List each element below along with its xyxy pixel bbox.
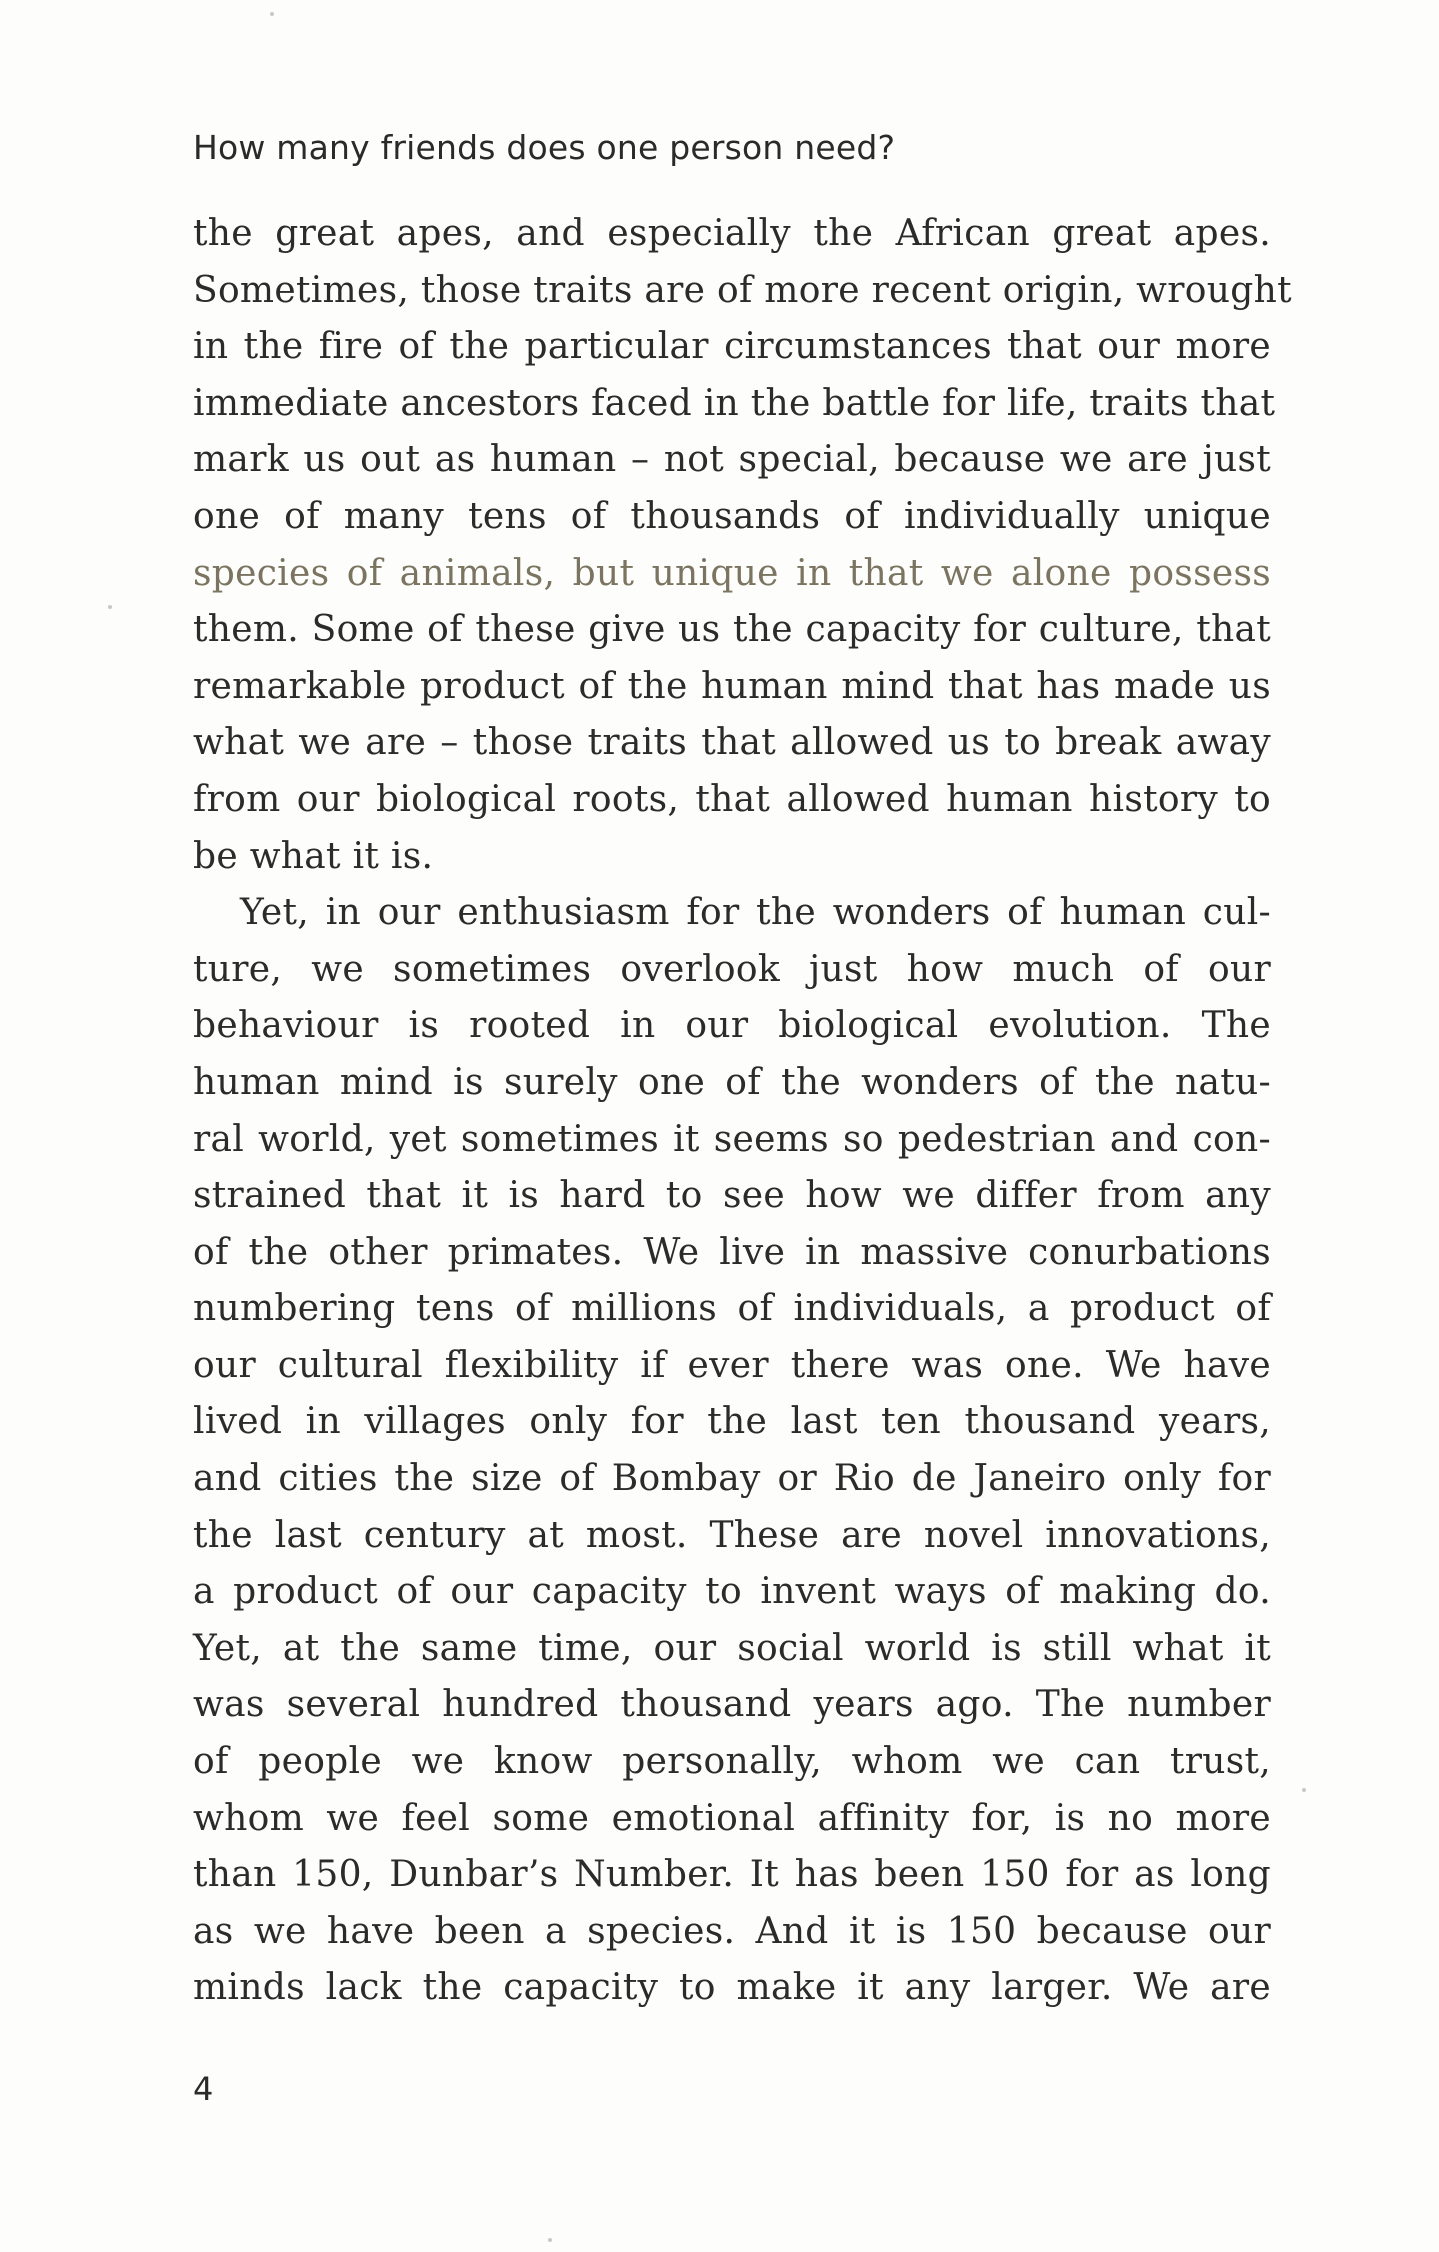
- text-line: the last century at most. These are novel innovations,: [193, 1514, 1271, 1556]
- body-text: [193, 206, 1292, 2017]
- text-line: the great apes, and especially the African great apes.: [193, 213, 1271, 254]
- text-line: numbering tens of millions of individuals, a product of: [193, 1288, 1271, 1330]
- running-head: How many friends does one person need?: [193, 128, 896, 167]
- text-line: our cultural flexibility if ever there was one. We have: [193, 1344, 1271, 1386]
- text-line: than 150, Dunbar’s Number. It has been 150 for as long: [193, 1854, 1271, 1896]
- text-line: was several hundred thousand years ago. The number: [193, 1684, 1271, 1726]
- text-line: be what it is.: [193, 835, 434, 877]
- text-line: as we have been a species. And it is 150 because our: [193, 1910, 1271, 1952]
- paper-speck: [108, 605, 112, 609]
- text-line: minds lack the capacity to make it any larger. We are: [193, 1967, 1271, 2009]
- text-line: species of animals, but unique in that we alone possess: [193, 552, 1271, 594]
- text-line: in the fire of the particular circumstances that our more: [193, 326, 1271, 368]
- text-line: of the other primates. We live in massive conurbations: [193, 1231, 1271, 1273]
- text-line: human mind is surely one of the wonders of the natu-: [193, 1061, 1271, 1103]
- text-line: Yet, at the same time, our social world is still what it: [193, 1627, 1271, 1669]
- text-line: what we are – those traits that allowed us to break away: [193, 722, 1271, 764]
- text-line: Sometimes, those traits are of more recent origin, wrought: [193, 269, 1292, 311]
- text-line: lived in villages only for the last ten thousand years,: [193, 1401, 1271, 1443]
- text-line: them. Some of these give us the capacity for culture, that: [193, 609, 1271, 651]
- paragraph-1: [193, 206, 1292, 885]
- text-line: ture, we sometimes overlook just how much of our: [193, 948, 1271, 990]
- text-line: immediate ancestors faced in the battle for life, traits that: [193, 382, 1276, 424]
- paper-speck: [270, 12, 274, 16]
- paper-speck: [548, 2238, 552, 2242]
- text-line: behaviour is rooted in our biological evolution. The: [193, 1005, 1271, 1047]
- text-line: strained that it is hard to see how we differ from any: [193, 1175, 1271, 1217]
- text-line: ral world, yet sometimes it seems so pedestrian and con-: [193, 1118, 1271, 1160]
- paragraph-2: [193, 885, 1271, 2017]
- text-line: of people we know personally, whom we can trust,: [193, 1741, 1271, 1783]
- text-line: whom we feel some emotional affinity for, is no more: [193, 1797, 1271, 1839]
- text-line: and cities the size of Bombay or Rio de Janeiro only for: [193, 1458, 1271, 1500]
- text-line: from our biological roots, that allowed human history to: [193, 778, 1271, 820]
- page-number: 4: [193, 2070, 214, 2108]
- text-line: remarkable product of the human mind that has made us: [193, 665, 1271, 707]
- text-line: mark us out as human – not special, because we are just: [193, 439, 1271, 481]
- text-line: a product of our capacity to invent ways of making do.: [193, 1571, 1271, 1613]
- text-line: one of many tens of thousands of individually unique: [193, 495, 1271, 537]
- text-line: Yet, in our enthusiasm for the wonders of human cul-: [240, 892, 1271, 934]
- paper-speck: [1302, 1788, 1306, 1792]
